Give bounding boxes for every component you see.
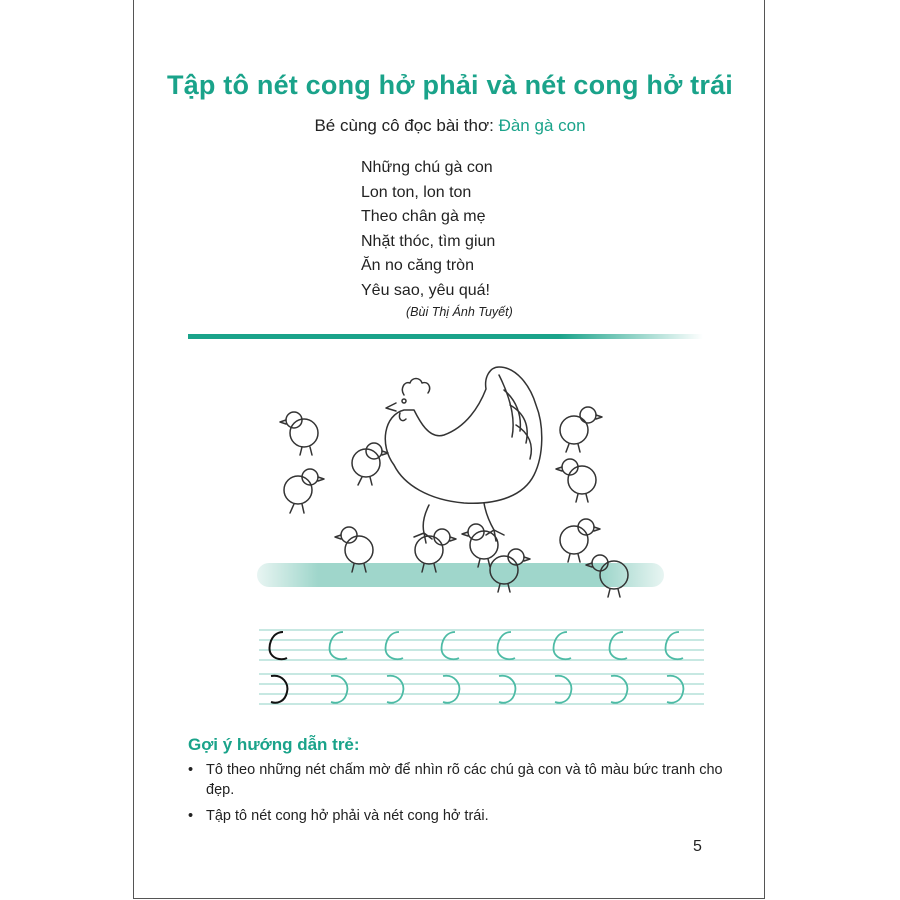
chick-drawing bbox=[415, 529, 456, 572]
hen-drawing bbox=[385, 367, 541, 543]
curve-trace bbox=[331, 676, 347, 703]
curve-trace bbox=[667, 676, 683, 703]
poem-line: Nhặt thóc, tìm giun bbox=[361, 232, 496, 250]
curve-trace bbox=[610, 632, 628, 659]
curve-trace bbox=[442, 632, 460, 659]
poem-intro bbox=[134, 116, 766, 136]
chick-drawing bbox=[284, 469, 324, 513]
page-number: 5 bbox=[693, 838, 702, 855]
curve-trace bbox=[387, 676, 403, 703]
tip-item bbox=[188, 806, 748, 826]
curve-trace bbox=[499, 676, 515, 703]
chick-drawing bbox=[335, 527, 373, 572]
poem-line: Lon ton, lon ton bbox=[361, 183, 472, 201]
chick-drawing bbox=[560, 407, 602, 452]
tip-text: Tô theo những nét chấm mờ để nhìn rõ các chú gà con và tô màu bức tranh cho đẹp. bbox=[206, 762, 723, 798]
chick-drawing bbox=[556, 459, 596, 502]
tip-text: Tập tô nét cong hở phải và nét cong hở trái. bbox=[206, 808, 489, 824]
chick-drawing bbox=[560, 519, 600, 562]
tips-heading: Gợi ý hướng dẫn trẻ: bbox=[188, 735, 360, 754]
curve-trace bbox=[498, 632, 516, 659]
curve-trace bbox=[386, 632, 404, 659]
section-divider bbox=[188, 334, 703, 339]
curve-trace bbox=[554, 632, 572, 659]
poem bbox=[361, 156, 495, 303]
curve-model bbox=[270, 632, 288, 659]
poem-line: Những chú gà con bbox=[361, 159, 493, 176]
right-open-curve-row bbox=[270, 632, 684, 659]
tracing-practice-area bbox=[259, 620, 704, 710]
poem-intro-text: Bé cùng cô đọc bài thơ: bbox=[314, 116, 499, 135]
chick-drawing bbox=[352, 443, 388, 485]
page-title: Tập tô nét cong hở phải và nét cong hở trái bbox=[166, 70, 733, 100]
left-open-curve-row bbox=[271, 676, 683, 703]
poem-line: Theo chân gà mẹ bbox=[361, 208, 486, 225]
chick-drawing bbox=[280, 412, 318, 455]
curve-trace bbox=[443, 676, 459, 703]
poem-line: Yêu sao, yêu quá! bbox=[361, 281, 490, 299]
tip-item bbox=[188, 760, 748, 800]
curve-model bbox=[271, 676, 287, 703]
curve-trace bbox=[330, 632, 348, 659]
bullet-icon: • bbox=[188, 808, 194, 824]
curve-trace bbox=[555, 676, 571, 703]
curve-trace bbox=[666, 632, 684, 659]
tips-list bbox=[188, 760, 748, 832]
bullet-icon: • bbox=[188, 762, 194, 778]
workbook-page bbox=[133, 0, 765, 899]
hen-and-chicks-illustration bbox=[254, 355, 664, 615]
poem-line: Ăn no căng tròn bbox=[361, 257, 474, 274]
chick-drawing bbox=[586, 555, 628, 597]
chick-drawing bbox=[490, 549, 530, 592]
poem-title: Đàn gà con bbox=[498, 116, 586, 135]
poem-author: (Bùi Thị Ánh Tuyết) bbox=[406, 305, 513, 319]
curve-trace bbox=[611, 676, 627, 703]
